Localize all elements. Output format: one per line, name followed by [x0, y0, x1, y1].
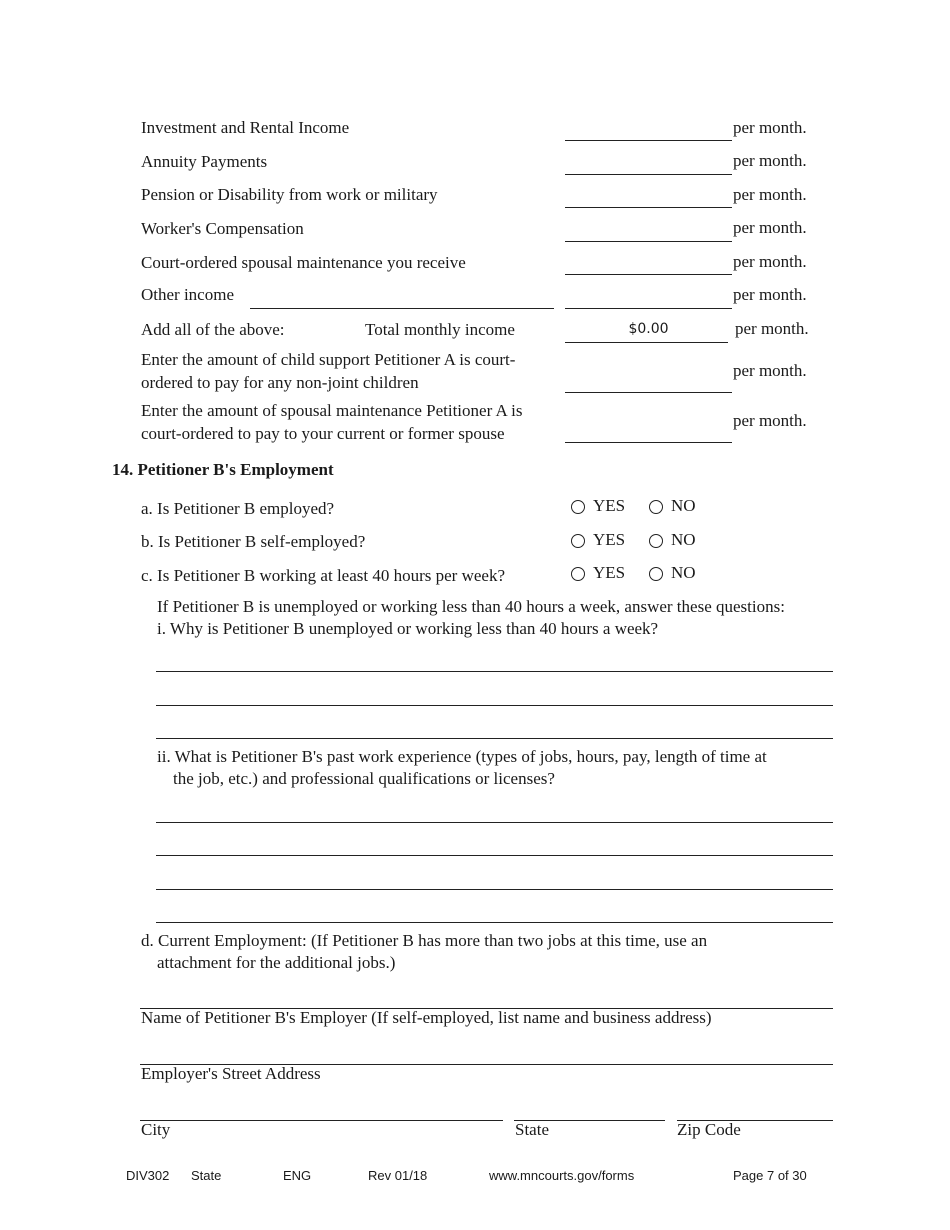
question-c-yes-label: YES — [593, 563, 626, 582]
per-month-label: per month. — [733, 361, 807, 380]
answer-ii-line-2[interactable] — [156, 855, 833, 856]
investment-income-field[interactable] — [565, 118, 732, 141]
question-a-yes-label: YES — [593, 496, 626, 515]
question-b-yes-radio[interactable] — [571, 534, 585, 548]
pension-field[interactable] — [565, 185, 732, 208]
section-14-title: 14. Petitioner B's Employment — [112, 460, 334, 479]
answer-ii-line-3[interactable] — [156, 889, 833, 890]
answer-i-line-3[interactable] — [156, 738, 833, 739]
zip-label: Zip Code — [677, 1120, 741, 1139]
total-monthly-income-field[interactable] — [565, 320, 728, 343]
question-c-yes-radio[interactable] — [571, 567, 585, 581]
per-month-label: per month. — [733, 285, 807, 304]
child-support-field[interactable] — [565, 370, 732, 393]
spousal-received-field[interactable] — [565, 252, 732, 275]
per-month-label: per month. — [733, 411, 807, 430]
spousal-maint-field[interactable] — [565, 420, 732, 443]
answer-i-line-1[interactable] — [156, 671, 833, 672]
current-employment-line1: d. Current Employment: (If Petitioner B has more than two jobs at this time, use an — [141, 931, 708, 950]
income-label-investment: Investment and Rental Income — [141, 118, 350, 137]
question-a-yes-radio[interactable] — [571, 500, 585, 514]
answer-i-line-2[interactable] — [156, 705, 833, 706]
question-a: a. Is Petitioner B employed? — [141, 499, 335, 518]
employer-street-label: Employer's Street Address — [141, 1064, 321, 1083]
footer-url: www.mncourts.gov/forms — [489, 1168, 635, 1183]
total-add-label: Add all of the above: — [141, 320, 285, 339]
per-month-label: per month. — [733, 218, 807, 237]
footer-form-id: DIV302 — [126, 1168, 170, 1183]
question-b-no-label: NO — [671, 530, 696, 549]
city-field[interactable] — [140, 1120, 503, 1121]
workers-comp-field[interactable] — [565, 219, 732, 242]
employer-name-label: Name of Petitioner B's Employer (If self-employed, list name and business address) — [141, 1008, 712, 1027]
question-i: i. Why is Petitioner B unemployed or working less than 40 hours a week? — [157, 619, 659, 638]
spousal-maint-label-line2: court-ordered to pay to your current or former spouse — [141, 424, 505, 443]
question-ii-line2: the job, etc.) and professional qualifications or licenses? — [173, 769, 555, 788]
income-label-other: Other income — [141, 285, 234, 304]
per-month-label: per month. — [733, 185, 807, 204]
city-label: City — [141, 1120, 171, 1139]
current-employment-line2: attachment for the additional jobs.) — [157, 953, 396, 972]
per-month-label: per month. — [733, 151, 807, 170]
state-label: State — [515, 1120, 549, 1139]
question-a-no-radio[interactable] — [649, 500, 663, 514]
question-ii-line1: ii. What is Petitioner B's past work experience (types of jobs, hours, pay, length of time at — [157, 747, 767, 766]
question-b: b. Is Petitioner B self-employed? — [141, 532, 366, 551]
income-label-workers-comp: Worker's Compensation — [141, 219, 304, 238]
child-support-label-line2: ordered to pay for any non-joint children — [141, 373, 419, 392]
footer-state: State — [191, 1168, 222, 1183]
answer-ii-line-4[interactable] — [156, 922, 833, 923]
income-label-annuity: Annuity Payments — [141, 152, 268, 171]
income-label-spousal-received: Court-ordered spousal maintenance you receive — [141, 253, 466, 272]
question-b-no-radio[interactable] — [649, 534, 663, 548]
footer-language: ENG — [283, 1168, 312, 1183]
question-c-no-radio[interactable] — [649, 567, 663, 581]
question-a-no-label: NO — [671, 496, 696, 515]
answer-ii-line-1[interactable] — [156, 822, 833, 823]
footer-page-number: Page 7 of 30 — [733, 1168, 807, 1183]
child-support-label-line1: Enter the amount of child support Petitioner A is court- — [141, 350, 516, 369]
per-month-label: per month. — [735, 319, 809, 338]
other-income-description-field[interactable] — [250, 286, 554, 309]
other-income-amount-field[interactable] — [565, 286, 732, 309]
annuity-field[interactable] — [565, 152, 732, 175]
per-month-label: per month. — [733, 252, 807, 271]
footer-revision: Rev 01/18 — [368, 1168, 428, 1183]
total-monthly-income-value: $0.00 — [628, 321, 669, 337]
total-monthly-income-label: Total monthly income — [365, 320, 515, 339]
question-c: c. Is Petitioner B working at least 40 hours per week? — [141, 566, 505, 585]
per-month-label: per month. — [733, 118, 807, 137]
spousal-maint-label-line1: Enter the amount of spousal maintenance Petitioner A is — [141, 401, 523, 420]
income-label-pension: Pension or Disability from work or military — [141, 185, 438, 204]
question-c-no-label: NO — [671, 563, 696, 582]
question-b-yes-label: YES — [593, 530, 626, 549]
unemployed-intro: If Petitioner B is unemployed or working less than 40 hours a week, answer these questions: — [157, 597, 785, 616]
